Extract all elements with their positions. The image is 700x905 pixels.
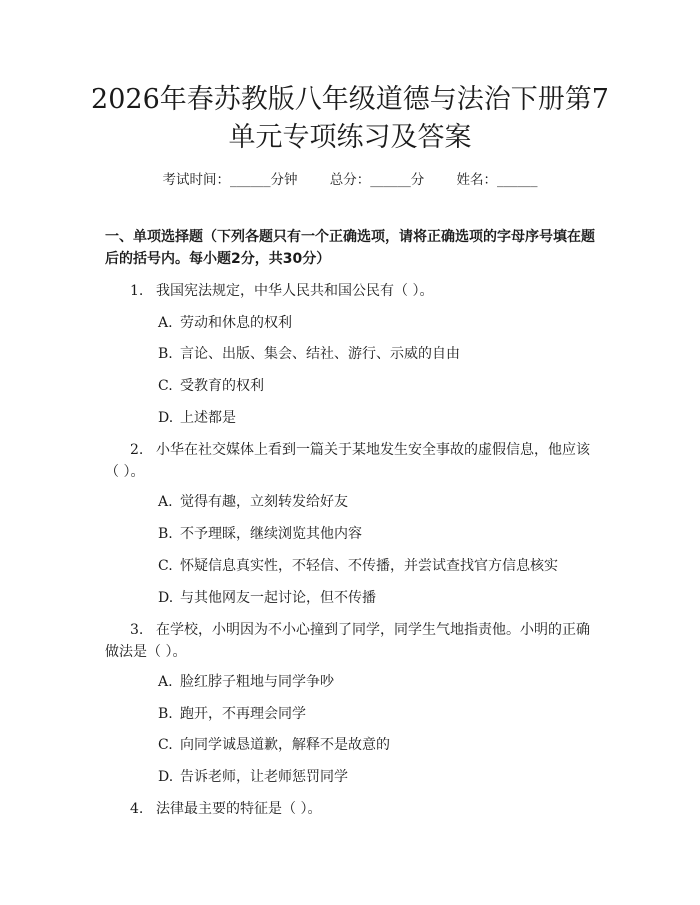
option-text: 受教育的权利	[180, 378, 264, 394]
option-text: 劳动和休息的权利	[180, 315, 292, 331]
total-score-label: 总分：	[329, 172, 371, 188]
question-3-option-b	[158, 703, 306, 725]
question-number: 3.	[130, 622, 144, 638]
question-1-option-b	[158, 343, 460, 365]
option-text: 跑开，不再理会同学	[180, 706, 306, 722]
question-2-option-a	[158, 491, 348, 513]
option-letter: C.	[158, 737, 173, 753]
option-text: 告诉老师，让老师惩罚同学	[180, 769, 348, 785]
question-1-option-d	[158, 407, 236, 429]
question-3	[105, 619, 597, 663]
option-letter: D.	[158, 769, 174, 785]
question-1-option-c	[158, 375, 264, 397]
question-3-option-d	[158, 766, 348, 788]
question-text: 小华在社交媒体上看到一篇关于某地发生安全事故的虚假信息，他应该（ ）。	[105, 442, 590, 480]
question-text: 法律最主要的特征是（ ）。	[156, 801, 322, 817]
question-1-option-a	[158, 312, 292, 334]
total-score-unit: 分	[410, 172, 425, 188]
option-letter: D.	[158, 590, 174, 606]
exam-time-field	[162, 168, 297, 188]
option-text: 不予理睬，继续浏览其他内容	[180, 526, 362, 542]
question-2-option-c	[158, 555, 558, 577]
student-name-field	[457, 168, 538, 188]
option-text: 上述都是	[180, 410, 236, 426]
option-letter: A.	[158, 315, 173, 331]
document-title-line-2: 单元专项练习及答案	[228, 122, 472, 153]
question-1	[105, 280, 597, 302]
question-text: 在学校，小明因为不小心撞到了同学，同学生气地指责他。小明的正确做法是（ ）。	[105, 622, 590, 660]
option-text: 怀疑信息真实性，不轻信、不传播，并尝试查找官方信息核实	[180, 558, 558, 574]
exam-time-unit: 分钟	[270, 172, 298, 188]
option-letter: A.	[158, 674, 173, 690]
option-letter: B.	[158, 706, 173, 722]
student-name-label: 姓名：	[456, 172, 498, 188]
exam-time-label: 考试时间：	[162, 172, 230, 188]
question-text: 我国宪法规定，中华人民共和国公民有（ ）。	[156, 283, 434, 299]
document-title-line-1: 2026年春苏教版八年级道德与法治下册第7	[91, 84, 609, 115]
question-3-option-c	[158, 734, 390, 756]
option-text: 言论、出版、集会、结社、游行、示威的自由	[180, 346, 460, 362]
option-letter: B.	[158, 526, 173, 542]
question-2-option-b	[158, 523, 362, 545]
option-text: 脸红脖子粗地与同学争吵	[180, 674, 334, 690]
option-text: 觉得有趣，立刻转发给好友	[180, 494, 348, 510]
question-4	[105, 798, 597, 820]
question-2-option-d	[158, 587, 376, 609]
question-3-option-a	[158, 671, 334, 693]
option-letter: D.	[158, 410, 174, 426]
option-letter: B.	[158, 346, 173, 362]
section-heading: 一、单项选择题（下列各题只有一个正确选项，请将正确选项的字母序号填在题后的括号内。每小题2分，共30分）	[105, 229, 595, 267]
question-2	[105, 439, 597, 483]
option-letter: A.	[158, 494, 173, 510]
question-number: 2.	[130, 442, 144, 458]
option-text: 向同学诚恳道歉，解释不是故意的	[180, 737, 390, 753]
option-letter: C.	[158, 378, 173, 394]
option-letter: C.	[158, 558, 173, 574]
student-name-blank: ______	[497, 172, 538, 188]
exam-time-blank: ______	[229, 172, 271, 188]
question-number: 4.	[130, 801, 144, 817]
total-score-field	[330, 168, 425, 188]
exam-info	[0, 168, 700, 188]
question-number: 1.	[130, 283, 144, 299]
option-text: 与其他网友一起讨论，但不传播	[180, 590, 376, 606]
total-score-blank: ______	[370, 172, 411, 188]
